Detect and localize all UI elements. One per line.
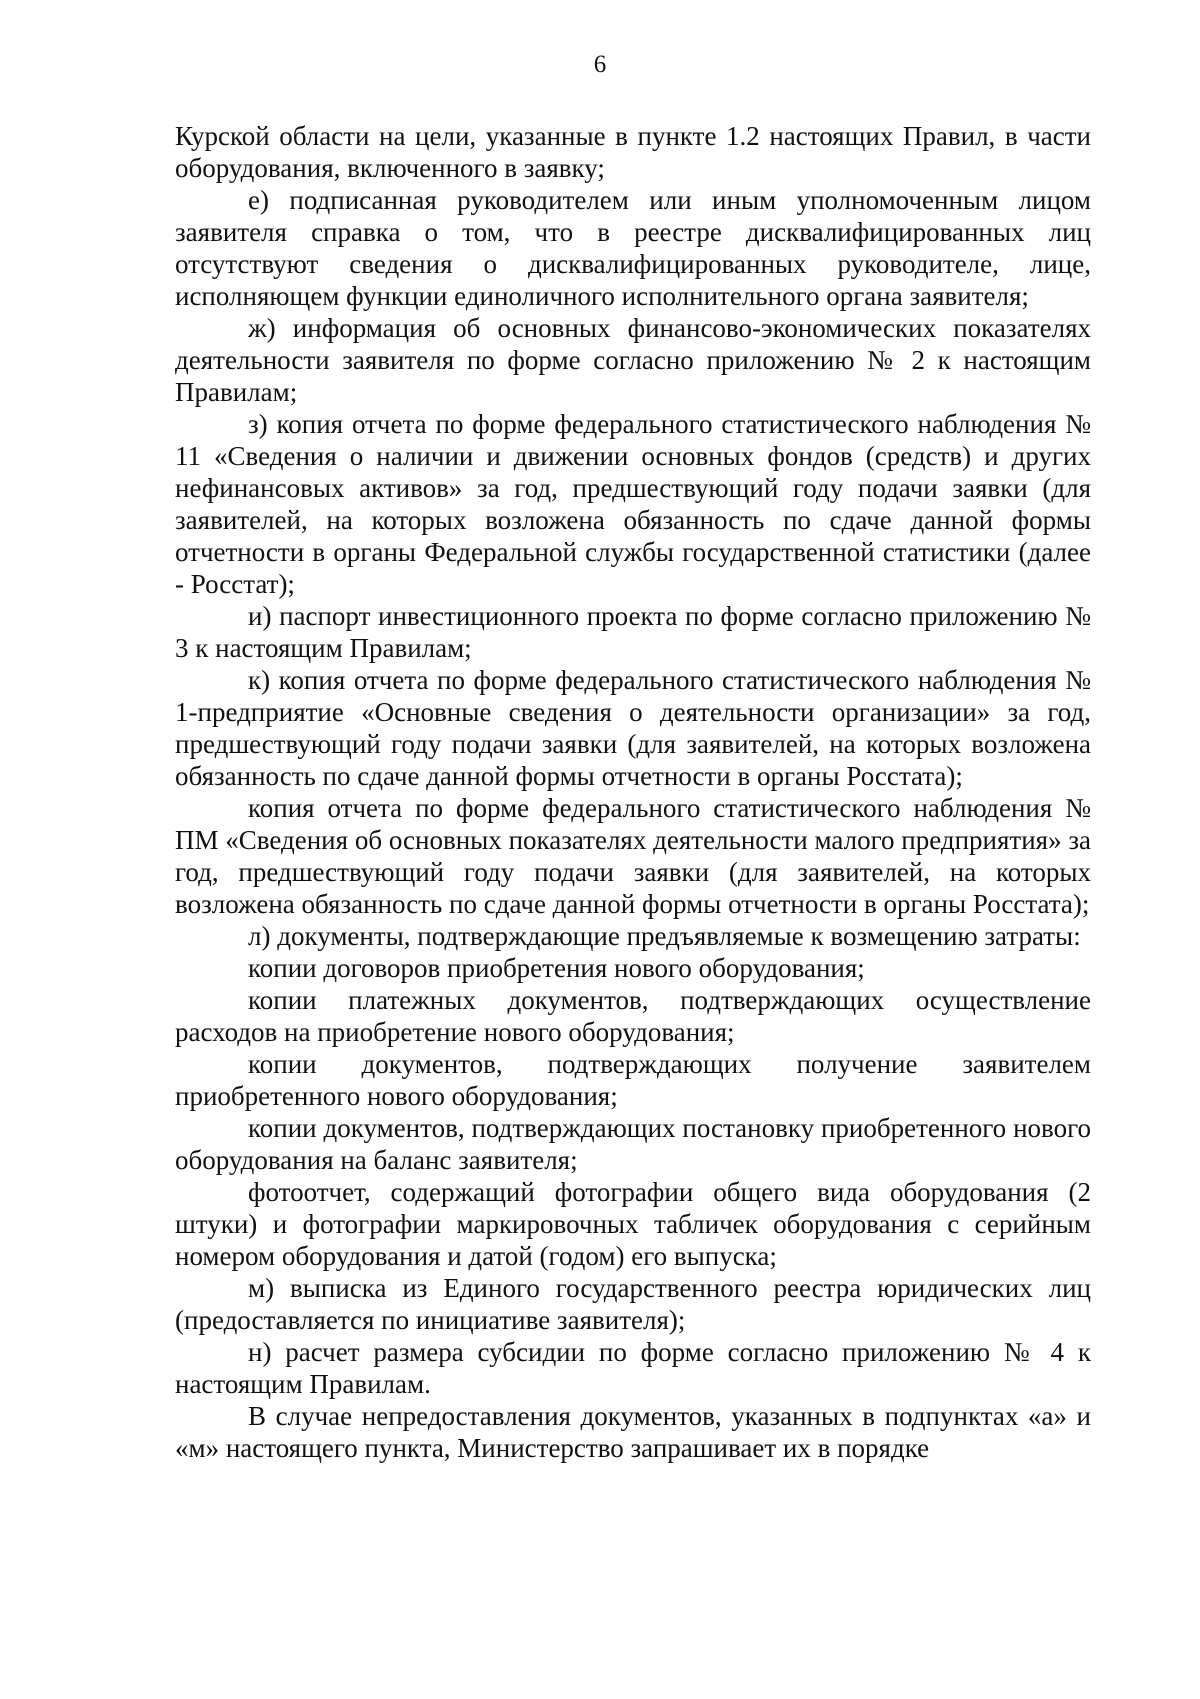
paragraph-item-z: з) копия отчета по форме федерального статистического наблюдения № 11 «Сведения о наличии и движении основных фондов (средств) и других нефинансовых активов» за год, предшествующий году подачи заявки (для заявителей, на которых возложена обязанность по сдаче данной формы отчетности в органы Федеральной службы государственной статистики (далее - Росстат); — [175, 409, 1091, 599]
paragraph-item-l-contracts: копии договоров приобретения нового оборудования; — [248, 953, 865, 983]
paragraph-item-l-photo: фотоотчет, содержащий фотографии общего вида оборудования (2 штуки) и фотографии маркировочных табличек оборудования с серийным номером оборудования и датой (годом) его выпуска; — [175, 1177, 1091, 1271]
paragraph-item-l: л) документы, подтверждающие предъявляемые к возмещению затраты: — [248, 921, 1081, 951]
paragraph-closing: В случае непредоставления документов, указанных в подпунктах «а» и «м» настоящего пункта, Министерство запрашивает их в порядке — [175, 1401, 1091, 1463]
document-body — [175, 120, 1091, 1464]
paragraph-item-e: е) подписанная руководителем или иным уполномоченным лицом заявителя справка о том, что в реестре дисквалифицированных лиц отсутствуют сведения о дисквалифицированных руководителе, лице, исполняющем функции единоличного исполнительного органа заявителя; — [175, 185, 1091, 311]
paragraph-item-n: н) расчет размера субсидии по форме согласно приложению № 4 к настоящим Правилам. — [175, 1337, 1091, 1399]
paragraph-item-i: и) паспорт инвестиционного проекта по форме согласно приложению № 3 к настоящим Правилам; — [175, 601, 1091, 663]
paragraph-item-k: к) копия отчета по форме федерального статистического наблюдения № 1-предприятие «Основные сведения о деятельности организации» за год, предшествующий году подачи заявки (для заявителей, на которых возложена обязанность по сдаче данной формы отчетности в органы Росстата); — [175, 665, 1091, 791]
page-number: 6 — [593, 51, 607, 78]
paragraph-item-l-balance: копии документов, подтверждающих постановку приобретенного нового оборудования на баланс заявителя; — [175, 1113, 1091, 1175]
paragraph-item-l-receipt: копии документов, подтверждающих получение заявителем приобретенного нового оборудования; — [175, 1049, 1091, 1111]
paragraph-item-k-pm: копия отчета по форме федерального статистического наблюдения № ПМ «Сведения об основных показателях деятельности малого предприятия» за год, предшествующий году подачи заявки (для заявителей, на которых возложена обязанность по сдаче данной формы отчетности в органы Росстата); — [175, 793, 1091, 919]
paragraph-continuation: Курской области на цели, указанные в пункте 1.2 настоящих Правил, в части оборудования, включенного в заявку; — [175, 121, 1091, 183]
paragraph-item-l-payments: копии платежных документов, подтверждающих осуществление расходов на приобретение нового оборудования; — [175, 985, 1091, 1047]
paragraph-item-m: м) выписка из Единого государственного реестра юридических лиц (предоставляется по инициативе заявителя); — [175, 1273, 1091, 1335]
paragraph-item-zh: ж) информация об основных финансово-экономических показателях деятельности заявителя по форме согласно приложению № 2 к настоящим Правилам; — [175, 313, 1091, 407]
